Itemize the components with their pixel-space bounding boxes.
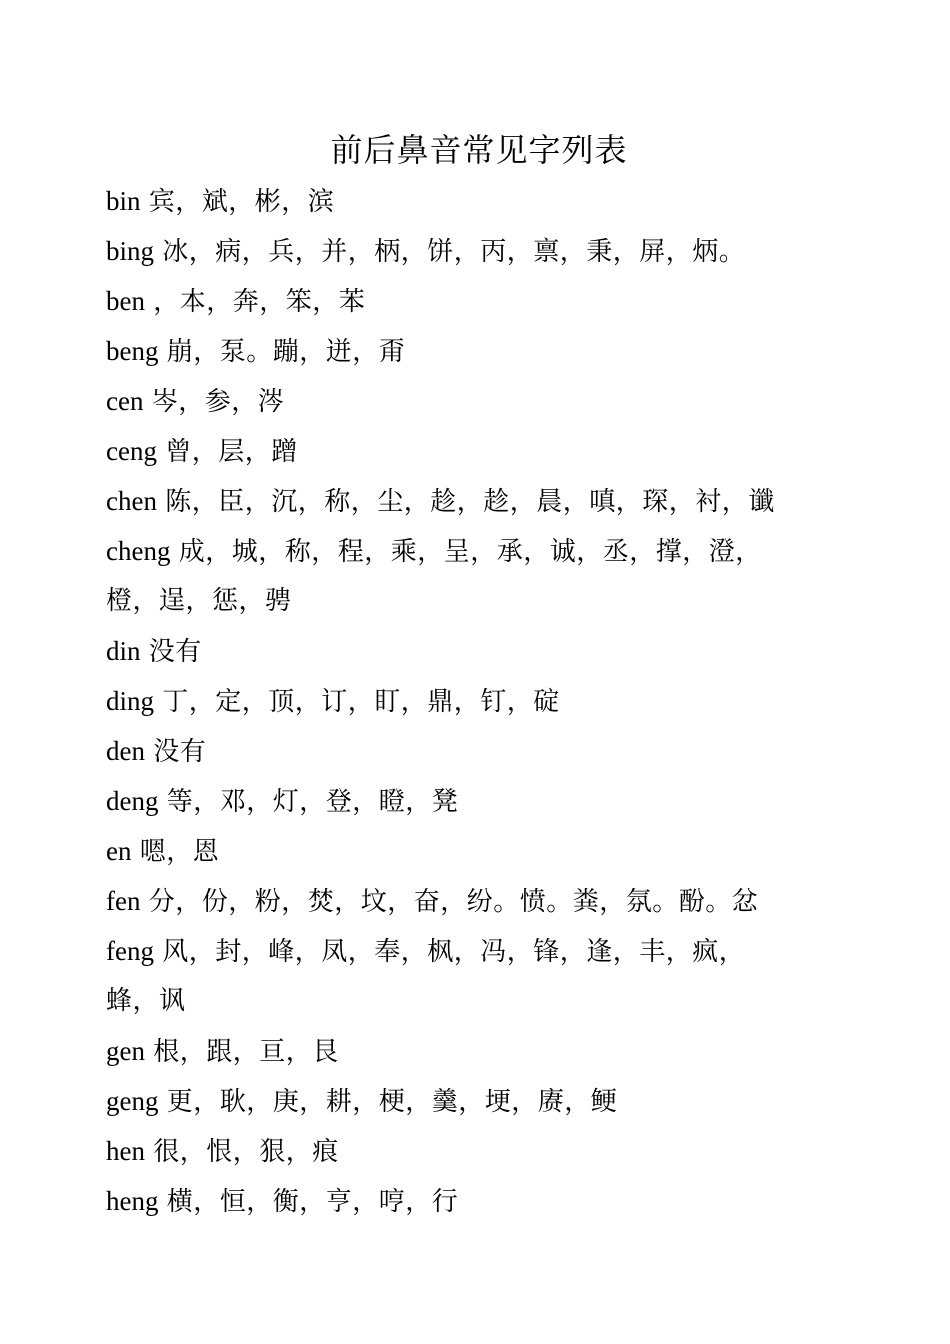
example-characters: 岑，参，涔 <box>151 387 285 417</box>
list-item <box>106 1126 846 1176</box>
example-characters: 更，耿，庚，耕，梗，羹，埂，赓，鲠 <box>166 1087 618 1117</box>
pinyin-syllable: ben <box>106 286 145 316</box>
list-item <box>106 976 846 1026</box>
list-item <box>106 1176 846 1226</box>
list-item <box>106 326 846 376</box>
pinyin-syllable: bing <box>106 236 155 266</box>
list-item <box>106 1076 846 1126</box>
example-characters: 橙，逞，惩，骋 <box>106 586 292 616</box>
list-item <box>106 376 846 426</box>
list-item <box>106 826 846 876</box>
example-characters: ，本，奔，笨，苯 <box>153 287 366 317</box>
example-characters: 冰，病，兵，并，柄，饼，丙，禀，秉，屏，炳。 <box>162 237 746 267</box>
example-characters: 分，份，粉，焚，坟，奋，纷。愤。粪，氛。酚。忿 <box>148 887 759 917</box>
example-characters: 成，城，称，程，乘，呈，承，诚，丞，撑，澄， <box>178 537 762 567</box>
pinyin-syllable: den <box>106 736 145 766</box>
example-characters: 宾，斌，彬，滨 <box>148 187 335 217</box>
list-item <box>106 926 846 976</box>
list-item <box>106 426 846 476</box>
example-characters: 没有 <box>153 737 207 767</box>
pinyin-syllable: geng <box>106 1086 159 1116</box>
list-item <box>106 226 846 276</box>
list-item <box>106 576 846 626</box>
pinyin-syllable: cen <box>106 386 144 416</box>
example-characters: 风，封，峰，凤，奉，枫，冯，锋，逢，丰，疯， <box>162 937 746 967</box>
list-item <box>106 276 846 326</box>
pinyin-syllable: ceng <box>106 436 157 466</box>
pinyin-syllable: hen <box>106 1136 145 1166</box>
example-characters: 根，跟，亘，艮 <box>153 1037 339 1067</box>
list-item <box>106 1026 846 1076</box>
example-characters: 曾，层，蹭 <box>165 437 298 467</box>
list-item <box>106 176 846 226</box>
pinyin-syllable: deng <box>106 786 159 816</box>
example-characters: 等，邓，灯，登，瞪，凳 <box>166 787 459 817</box>
example-characters: 横，恒，衡，亨，哼，行 <box>166 1187 459 1217</box>
example-characters: 嗯，恩 <box>139 837 220 867</box>
list-item <box>106 676 846 726</box>
example-characters: 没有 <box>148 637 202 667</box>
pinyin-syllable: din <box>106 636 141 666</box>
pinyin-syllable: chen <box>106 486 157 516</box>
pinyin-syllable: heng <box>106 1186 159 1216</box>
list-item <box>106 476 846 526</box>
example-characters: 陈，臣，沉，称，尘，趁，趁，晨，嗔，琛，衬，谶 <box>165 487 775 517</box>
example-characters: 崩，泵。蹦，迸，甭 <box>166 337 406 367</box>
pinyin-syllable: en <box>106 836 132 866</box>
pinyin-list <box>106 176 846 1226</box>
pinyin-syllable: feng <box>106 936 154 966</box>
list-item <box>106 876 846 926</box>
list-item <box>106 726 846 776</box>
pinyin-syllable: gen <box>106 1036 145 1066</box>
document-title: 前后鼻音常见字列表 <box>330 131 628 169</box>
pinyin-syllable: bin <box>106 186 141 216</box>
pinyin-syllable: ding <box>106 686 155 716</box>
example-characters: 蜂，讽 <box>106 986 186 1016</box>
example-characters: 很，恨，狠，痕 <box>153 1137 339 1167</box>
list-item <box>106 776 846 826</box>
list-item <box>106 526 846 576</box>
example-characters: 丁，定，顶，订，盯，鼎，钉，碇 <box>162 687 560 717</box>
list-item <box>106 626 846 676</box>
pinyin-syllable: beng <box>106 336 159 366</box>
pinyin-syllable: cheng <box>106 536 171 566</box>
pinyin-syllable: fen <box>106 886 141 916</box>
